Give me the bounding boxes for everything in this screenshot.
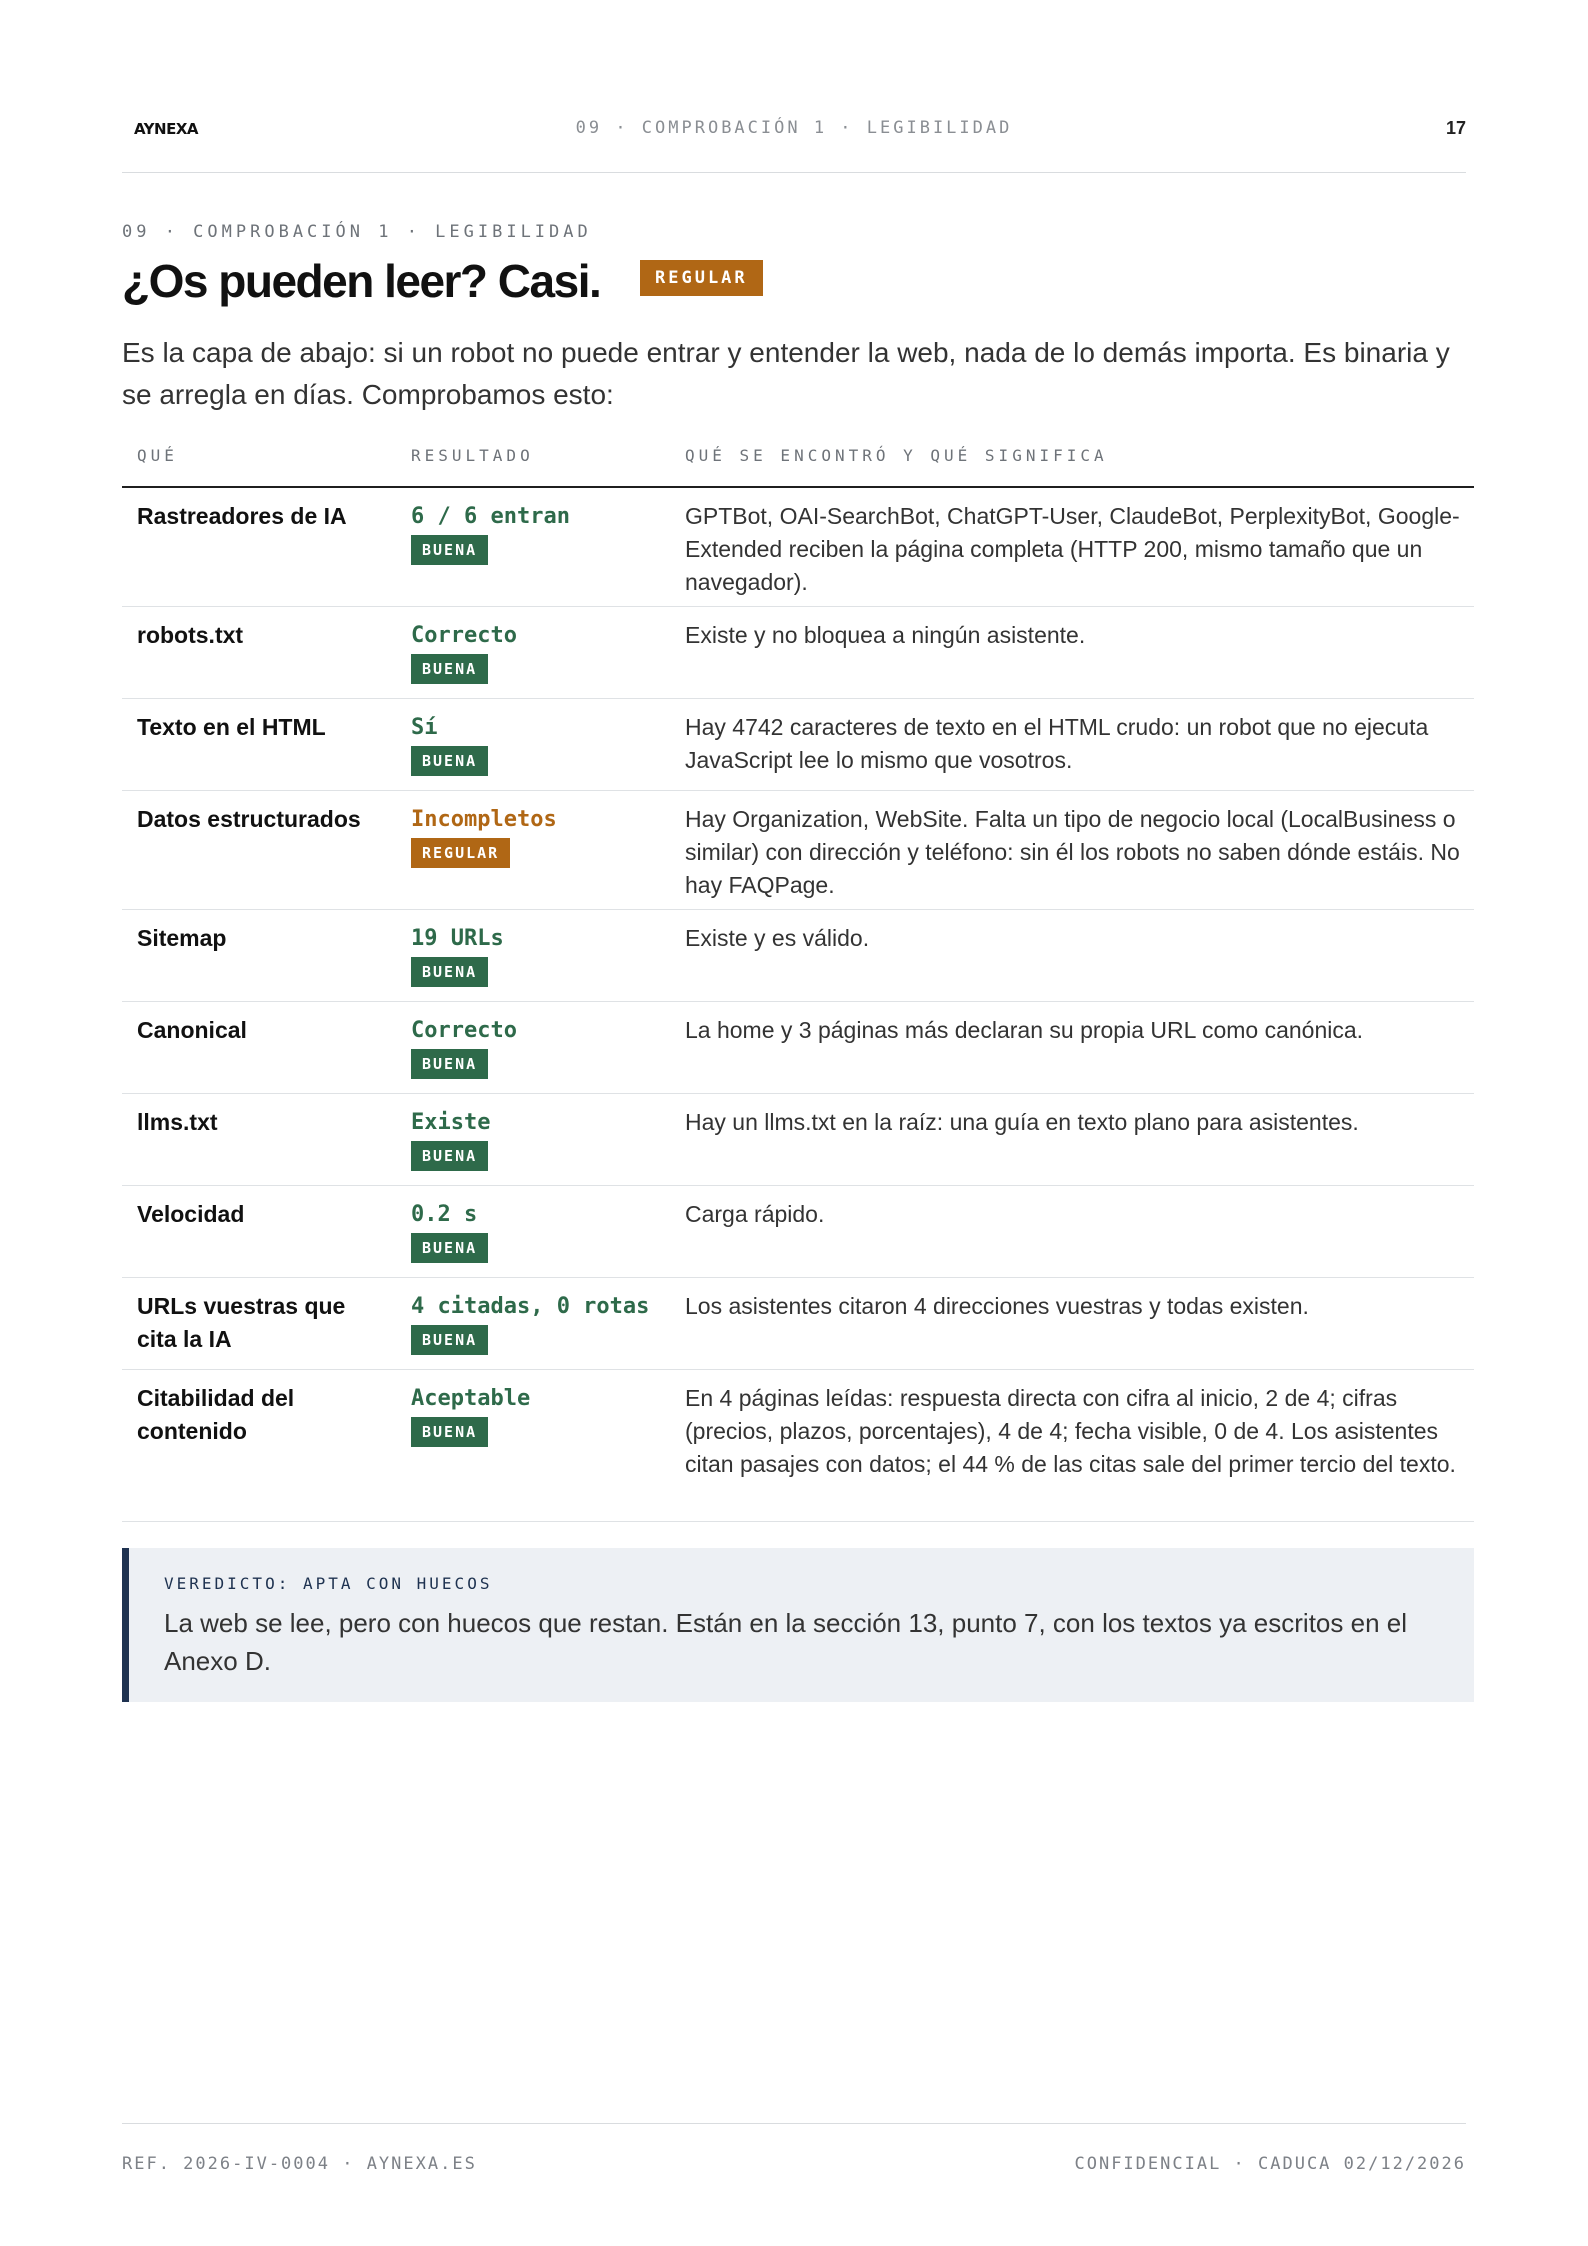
table-header: [122, 432, 1474, 488]
row-result-cell: [411, 711, 671, 776]
row-result: Correcto: [411, 1018, 517, 1043]
row-detail: Hay Organization, WebSite. Falta un tipo de negocio local (LocalBusiness o similar) con dirección y teléfono: sin él los robots no saben dónde estáis. No hay FAQPage.: [685, 806, 1460, 898]
page-footer: [122, 2123, 1466, 2174]
rating-badge: BUENA: [411, 1049, 488, 1079]
row-detail: GPTBot, OAI-SearchBot, ChatGPT-User, ClaudeBot, PerplexityBot, Google-Extended reciben la página completa (HTTP 200, mismo tamaño que un navegador).: [685, 503, 1460, 595]
row-item: robots.txt: [137, 622, 244, 648]
row-result-cell: [411, 500, 671, 565]
row-detail: La home y 3 páginas más declaran su propia URL como canónica.: [685, 1017, 1364, 1043]
row-result: 4 citadas, 0 rotas: [411, 1294, 650, 1319]
row-item: Rastreadores de IA: [137, 503, 347, 529]
row-detail: Hay un llms.txt en la raíz: una guía en texto plano para asistentes.: [685, 1109, 1359, 1135]
row-detail: Existe y es válido.: [685, 925, 870, 951]
rating-badge: BUENA: [411, 1141, 488, 1171]
intro-paragraph: Es la capa de abajo: si un robot no puede entrar y entender la web, nada de lo demás importa. Es binaria y se arregla en días. Comprobamos esto:: [122, 337, 1450, 410]
verdict-label: VEREDICTO: APTA CON HUECOS: [164, 1574, 493, 1593]
page-title: ¿Os pueden leer? Casi.: [122, 255, 601, 307]
row-result-cell: [411, 803, 671, 868]
row-result: 6 / 6 entran: [411, 504, 570, 529]
rating-badge: BUENA: [411, 1417, 488, 1447]
header-resultado: RESULTADO: [411, 446, 534, 465]
row-item: Canonical: [137, 1017, 247, 1043]
row-result: Aceptable: [411, 1386, 531, 1411]
section-kicker: 09 · COMPROBACIÓN 1 · LEGIBILIDAD: [122, 222, 592, 242]
row-result: Incompletos: [411, 807, 557, 832]
row-item: Texto en el HTML: [137, 714, 326, 740]
header-section-label: 09 · COMPROBACIÓN 1 · LEGIBILIDAD: [575, 118, 1013, 138]
table-row: [122, 1094, 1474, 1186]
row-result: Sí: [411, 715, 438, 740]
rating-badge: BUENA: [411, 1233, 488, 1263]
header-detalle: QUÉ SE ENCONTRÓ Y QUÉ SIGNIFICA: [685, 446, 1108, 465]
row-detail: Los asistentes citaron 4 direcciones vuestras y todas existen.: [685, 1293, 1309, 1319]
verdict-text: La web se lee, pero con huecos que restan. Están en la sección 13, punto 7, con los textos ya escritos en el Anexo D.: [164, 1608, 1407, 1676]
page-header: [122, 112, 1466, 173]
row-item: Datos estructurados: [137, 806, 361, 832]
row-result: 19 URLs: [411, 926, 504, 951]
row-result: Existe: [411, 1110, 491, 1135]
row-result-cell: [411, 1290, 671, 1355]
table-row: [122, 699, 1474, 791]
table-row: [122, 1370, 1474, 1522]
footer-reference: REF. 2026-IV-0004 · AYNEXA.ES: [122, 2154, 477, 2174]
row-result-cell: [411, 922, 671, 987]
row-item: URLs vuestras que cita la IA: [137, 1293, 346, 1352]
brand-logo: AYNEXA: [134, 120, 199, 138]
row-result: 0.2 s: [411, 1202, 478, 1227]
row-result-cell: [411, 1382, 671, 1447]
row-result-cell: [411, 1198, 671, 1263]
page-number: 17: [1445, 118, 1466, 138]
rating-badge: BUENA: [411, 957, 488, 987]
legibility-table: [122, 432, 1474, 1522]
rating-badge: BUENA: [411, 535, 488, 565]
row-item: Citabilidad del contenido: [137, 1385, 295, 1444]
rating-badge: BUENA: [411, 654, 488, 684]
verdict-box: [122, 1548, 1474, 1702]
footer-confidentiality: CONFIDENCIAL · CADUCA 02/12/2026: [1074, 2154, 1466, 2174]
row-detail: En 4 páginas leídas: respuesta directa con cifra al inicio, 2 de 4; cifras (precios, plazos, porcentajes), 4 de 4; fecha visible, 0 de 4. Los asistentes citan pasajes con datos; el 44 % de las citas sale del primer tercio del texto.: [685, 1385, 1456, 1477]
table-row: [122, 1186, 1474, 1278]
row-detail: Hay 4742 caracteres de texto en el HTML crudo: un robot que no ejecuta JavaScript lee lo mismo que vosotros.: [685, 714, 1429, 773]
table-row: [122, 910, 1474, 1002]
row-result-cell: [411, 1014, 671, 1079]
header-que: QUÉ: [137, 446, 178, 465]
table-row: [122, 791, 1474, 910]
row-item: Velocidad: [137, 1201, 245, 1227]
row-result-cell: [411, 619, 671, 684]
row-result-cell: [411, 1106, 671, 1171]
rating-badge: REGULAR: [411, 838, 510, 868]
row-detail: Carga rápido.: [685, 1201, 825, 1227]
title-status-badge: REGULAR: [640, 260, 763, 296]
row-item: Sitemap: [137, 925, 227, 951]
table-row: [122, 488, 1474, 607]
rating-badge: BUENA: [411, 746, 488, 776]
rating-badge: BUENA: [411, 1325, 488, 1355]
table-row: [122, 1002, 1474, 1094]
table-row: [122, 1278, 1474, 1370]
row-item: llms.txt: [137, 1109, 218, 1135]
table-row: [122, 607, 1474, 699]
row-result: Correcto: [411, 623, 517, 648]
row-detail: Existe y no bloquea a ningún asistente.: [685, 622, 1086, 648]
